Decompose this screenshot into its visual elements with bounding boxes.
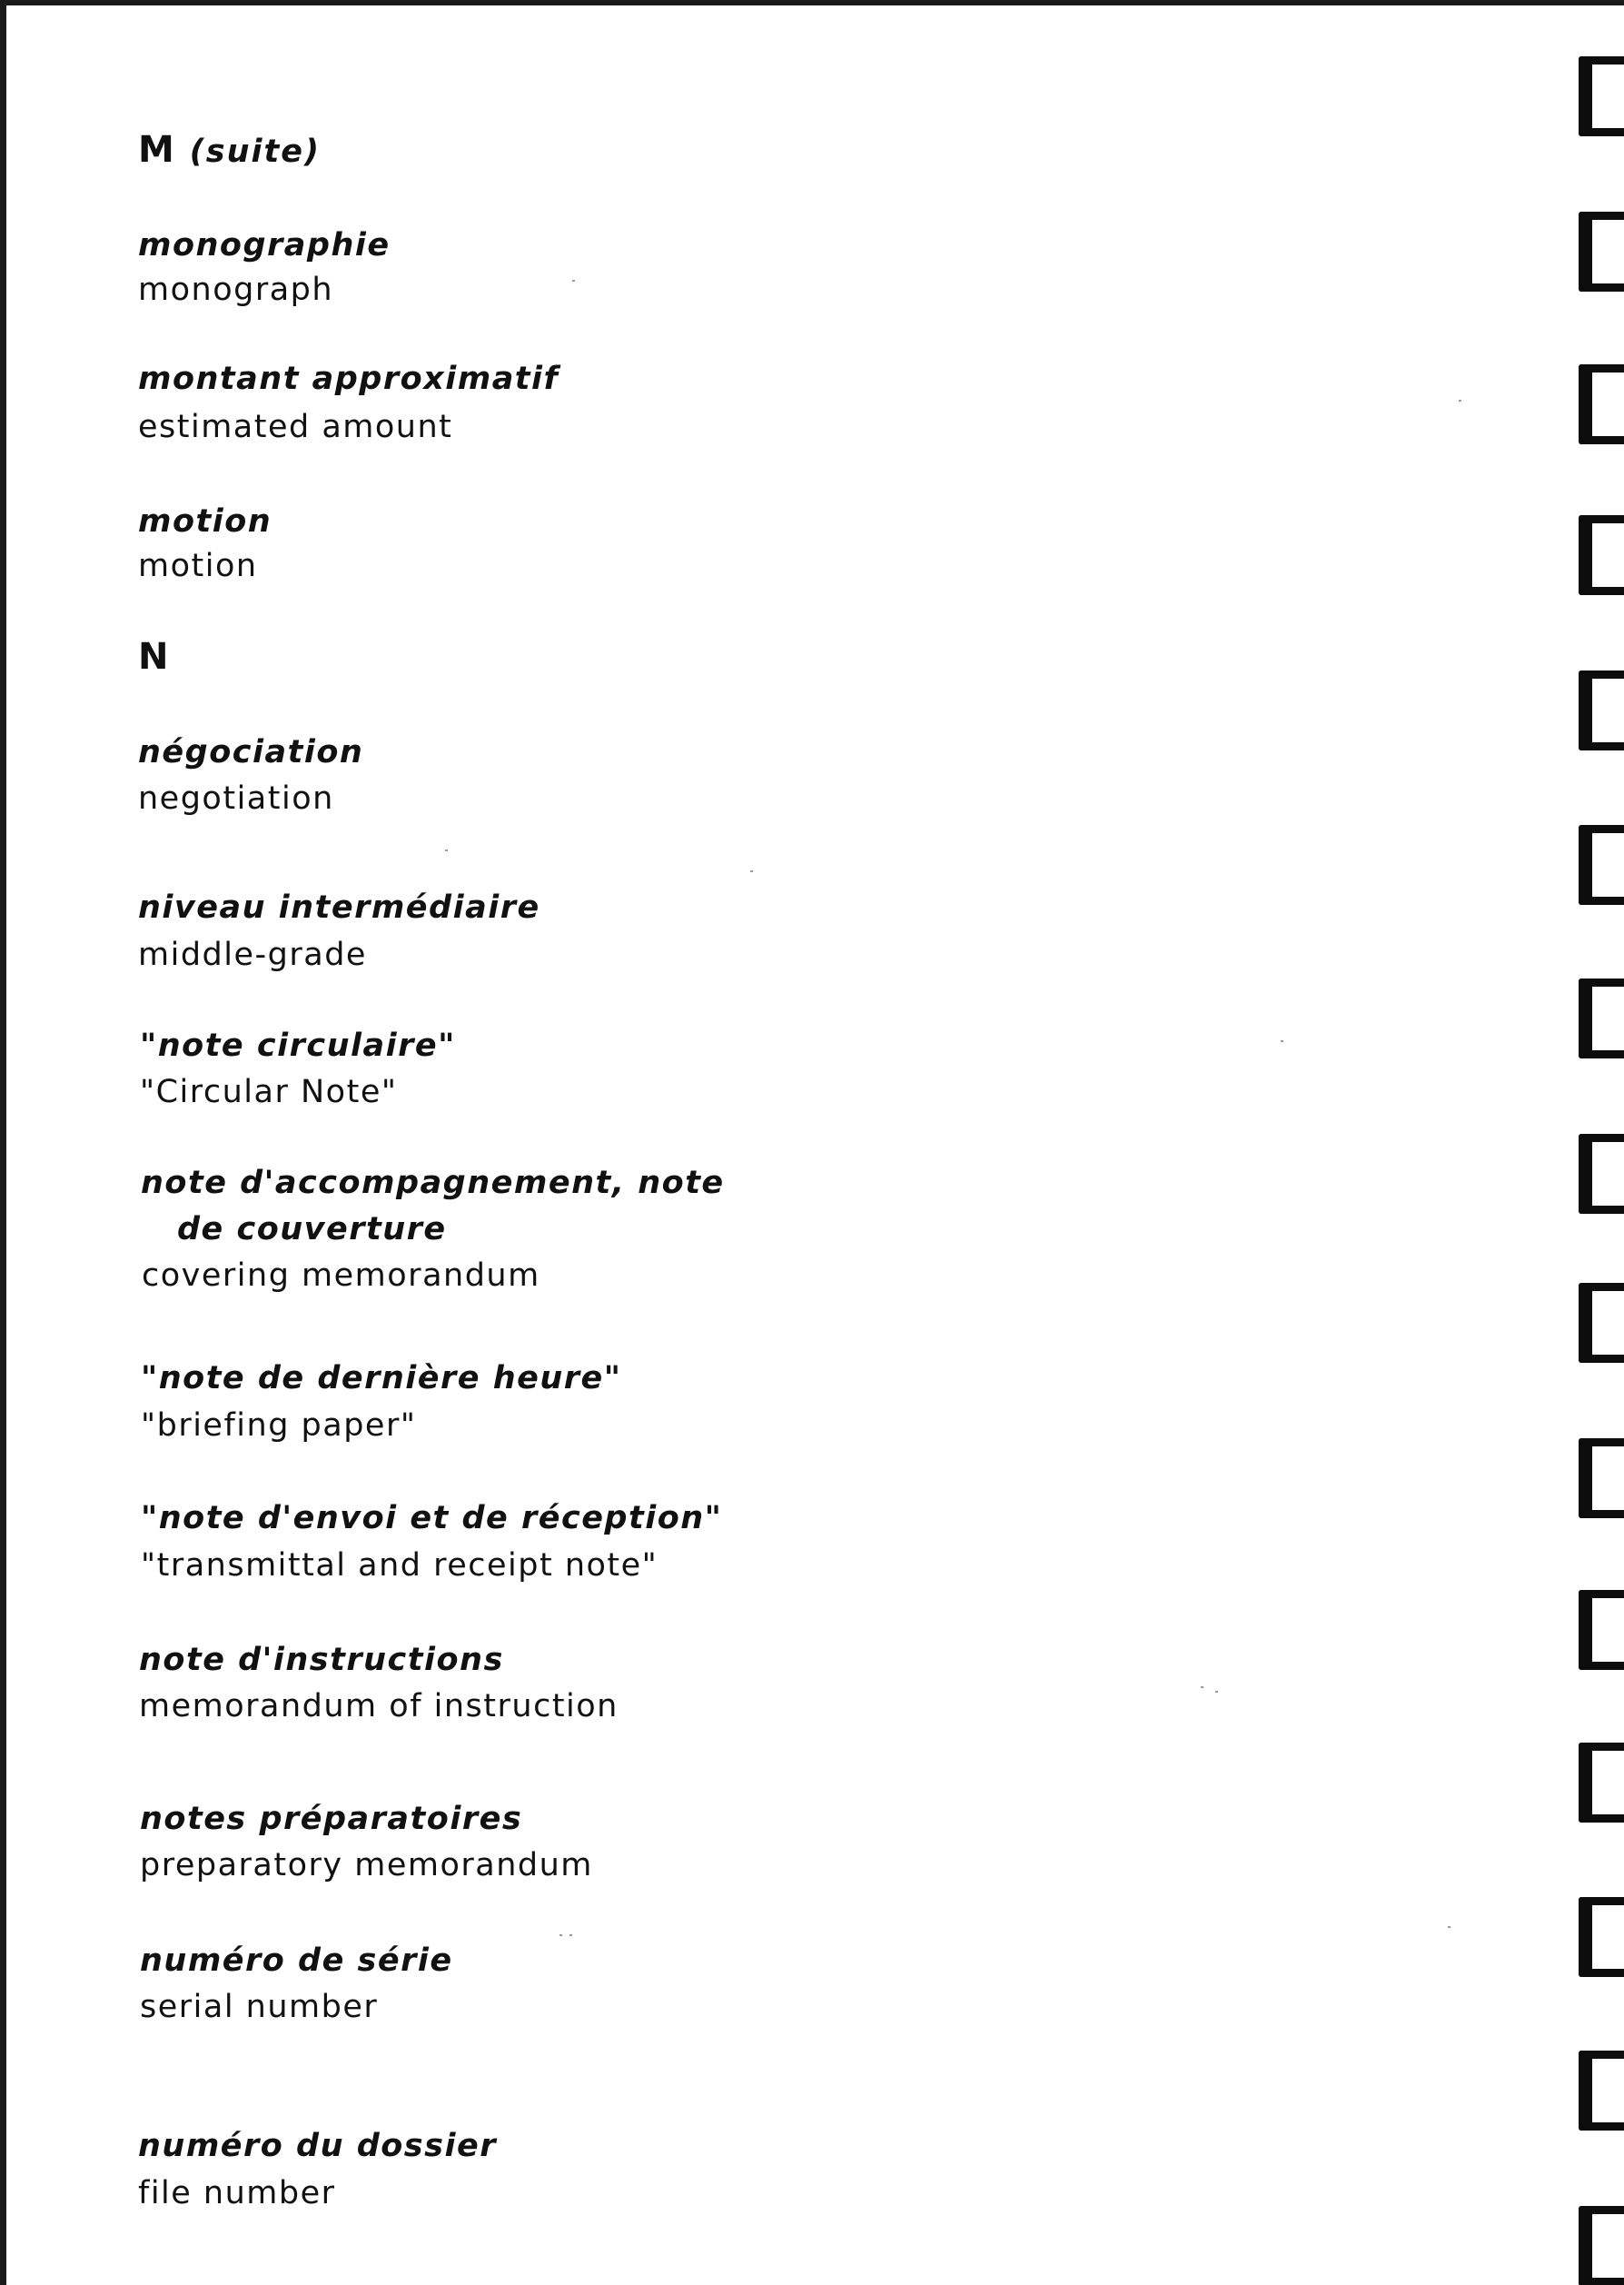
scan-speck [569, 1934, 572, 1936]
scan-speck [559, 1934, 562, 1936]
entry-english-term: "briefing paper" [141, 1407, 417, 1444]
binder-tab [1579, 1897, 1624, 1977]
binder-tab [1579, 1438, 1624, 1518]
binder-tab [1579, 1590, 1624, 1670]
binder-tab [1579, 825, 1624, 905]
section-heading-n [138, 636, 170, 678]
entry-english-term: monograph [138, 272, 334, 308]
section-letter-n: N [138, 636, 170, 678]
binder-tabs [1579, 0, 1624, 2285]
entry-english-term: motion [138, 548, 258, 584]
entry-french-term: motion [138, 503, 272, 540]
binder-tab [1579, 1283, 1624, 1363]
binder-tab [1579, 671, 1624, 750]
binder-tab [1579, 2051, 1624, 2131]
section-letter-m: M [138, 129, 176, 171]
entry-french-term: numéro de série [140, 1942, 453, 1979]
entry-english-term: covering memorandum [142, 1257, 540, 1294]
entry-french-term: "note d'envoi et de réception" [141, 1500, 723, 1536]
binder-tab [1579, 212, 1624, 292]
entry-english-term: negotiation [138, 780, 334, 817]
section-heading-m [138, 129, 321, 171]
entry-french-term: notes préparatoires [140, 1801, 523, 1837]
scan-speck [1215, 1691, 1218, 1693]
entry-french-term: note d'instructions [139, 1642, 504, 1678]
entry-english-term: middle-grade [138, 937, 367, 973]
section-suffix: (suite) [189, 134, 321, 170]
scan-speck [1201, 1686, 1203, 1688]
entry-french-term: note d'accompagnement, note [141, 1165, 725, 1201]
scan-speck [1448, 1926, 1451, 1928]
entry-french-term: monographie [138, 227, 391, 263]
left-border [0, 0, 6, 2285]
binder-tab [1579, 515, 1624, 595]
entry-french-term: montant approximatif [138, 361, 559, 397]
entry-english-term: serial number [140, 1989, 379, 2025]
scan-speck [1459, 400, 1461, 402]
top-border [0, 0, 1624, 5]
scan-speck [445, 849, 448, 851]
entry-french-term: "note circulaire" [140, 1028, 456, 1064]
scan-speck [572, 280, 575, 282]
entry-english-term: preparatory memorandum [140, 1847, 593, 1883]
entry-english-term: file number [138, 2175, 336, 2211]
entry-french-term: numéro du dossier [138, 2128, 497, 2164]
binder-tab [1579, 56, 1624, 136]
entry-english-term: "transmittal and receipt note" [141, 1547, 659, 1584]
scan-speck [1281, 1040, 1283, 1042]
binder-tab [1579, 2206, 1624, 2285]
binder-tab [1579, 364, 1624, 444]
entry-french-term: niveau intermédiaire [138, 889, 540, 926]
entry-french-term-continued: de couverture [177, 1211, 447, 1247]
entry-english-term: estimated amount [138, 409, 453, 445]
binder-tab [1579, 1743, 1624, 1823]
entry-french-term: "note de dernière heure" [141, 1360, 622, 1396]
entry-english-term: memorandum of instruction [139, 1688, 619, 1724]
entry-french-term: négociation [138, 734, 364, 770]
scan-speck [750, 870, 753, 872]
entry-english-term: "Circular Note" [140, 1074, 398, 1110]
binder-tab [1579, 979, 1624, 1058]
binder-tab [1579, 1134, 1624, 1214]
